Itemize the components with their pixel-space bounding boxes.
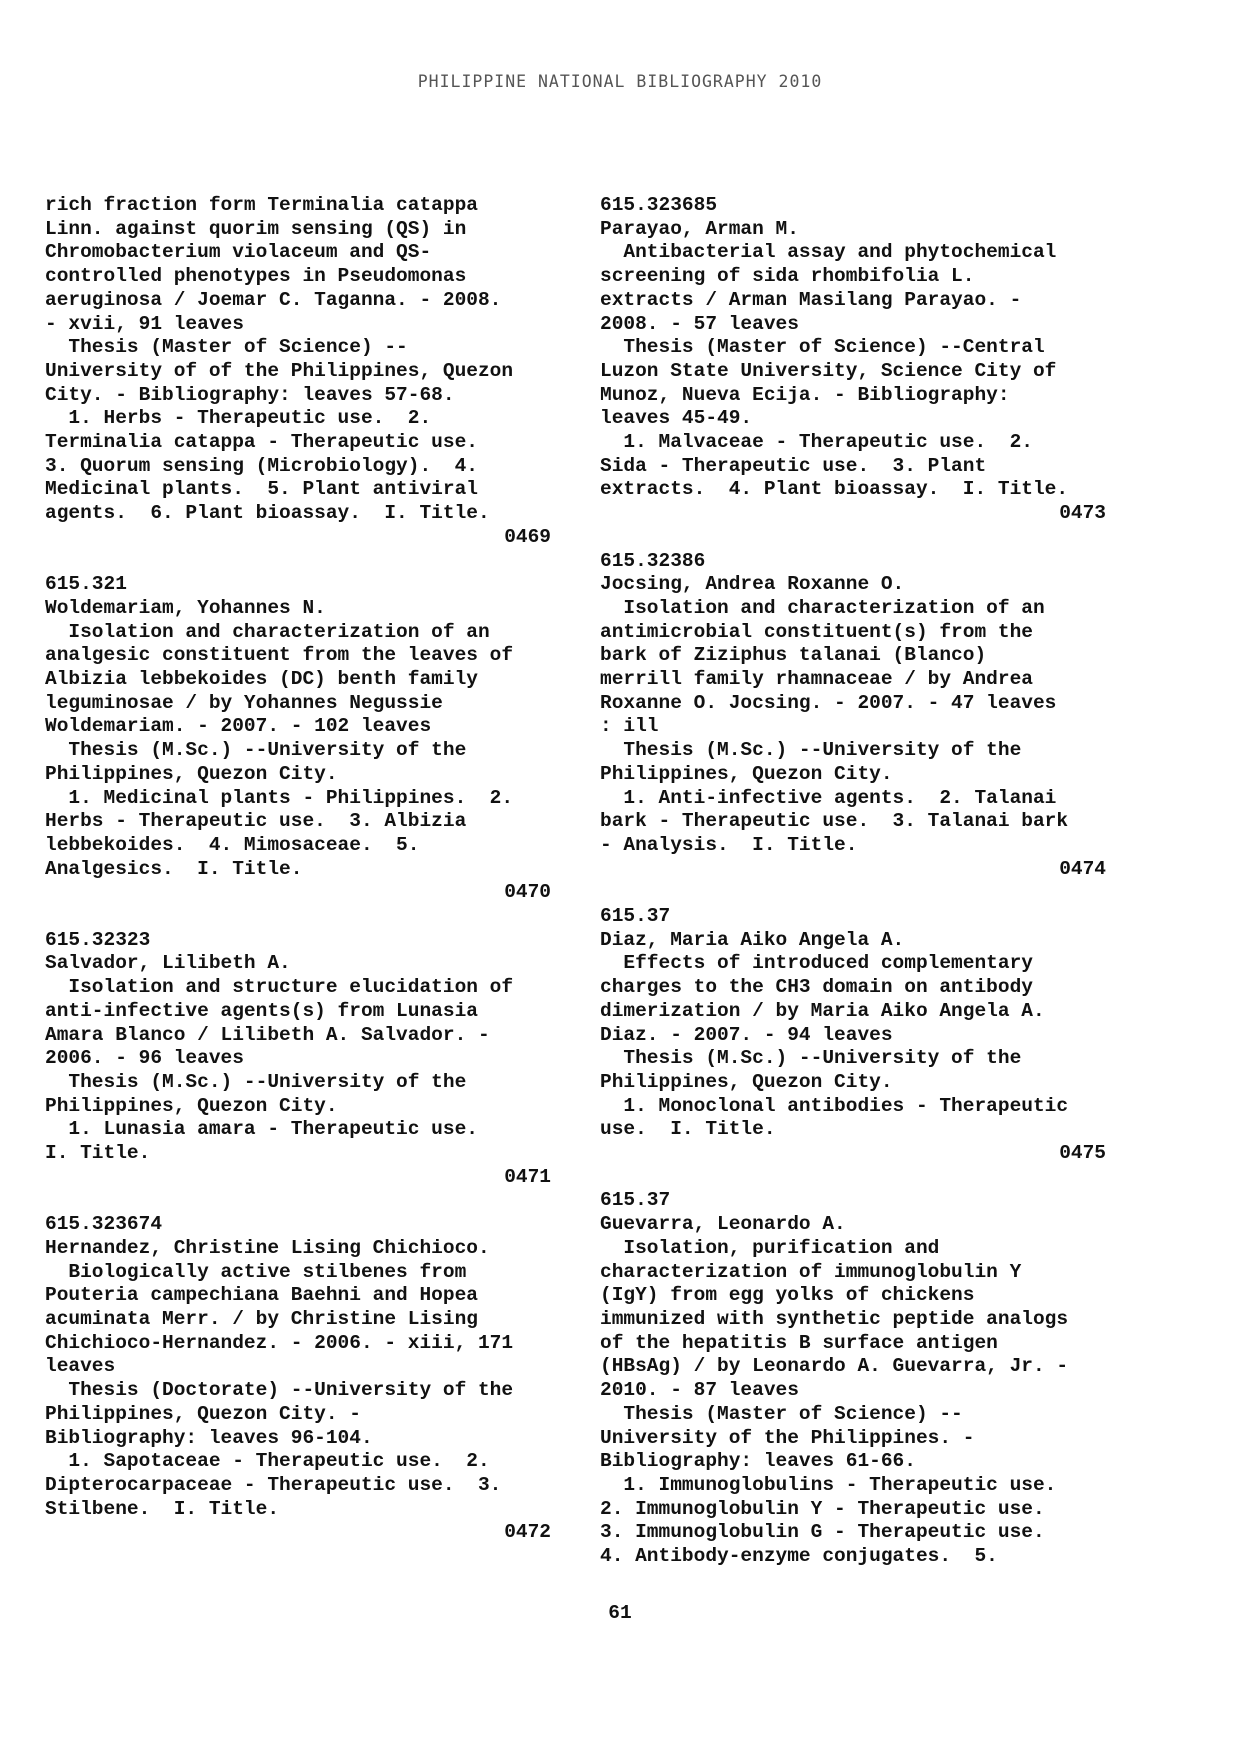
entry-line: extracts / Arman Masilang Parayao. - [600, 288, 1022, 311]
entry-line: Munoz, Nueva Ecija. - Bibliography: [600, 383, 1010, 406]
entry-line: (HBsAg) / by Leonardo A. Guevarra, Jr. - [600, 1355, 1069, 1378]
entry-line: 615.323685 [600, 194, 718, 216]
entry-line: - Analysis. I. Title. [600, 833, 858, 856]
right-column [600, 194, 1106, 1569]
entry-line: Antibacterial assay and phytochemical [600, 241, 1057, 264]
entry-line: Pouteria campechiana Baehni and Hopea [45, 1284, 478, 1307]
entry-line: Chromobacterium violaceum and QS- [45, 241, 432, 264]
entry-line: aeruginosa / Joemar C. Taganna. - 2008. [45, 288, 502, 311]
entry-line: Chichioco-Hernandez. - 2006. - xiii, 171 [45, 1331, 514, 1354]
entry-line: Parayao, Arman M. [600, 217, 799, 240]
entry-line: Thesis (Doctorate) --University of the [45, 1379, 514, 1402]
entry-line: 3. Quorum sensing (Microbiology). 4. [45, 454, 478, 477]
entry-number: 0473 [1059, 502, 1106, 525]
entry-line: Effects of introduced complementary [600, 952, 1033, 975]
entry-line: of the hepatitis B surface antigen [600, 1331, 998, 1354]
entry-line: 615.32386 [600, 549, 706, 572]
entry-line: Amara Blanco / Lilibeth A. Salvador. - [45, 1023, 490, 1046]
entry-line: Terminalia catappa - Therapeutic use. [45, 431, 478, 454]
page-header: PHILIPPINE NATIONAL BIBLIOGRAPHY 2010 [417, 72, 823, 91]
entry-line: Philippines, Quezon City. - [45, 1402, 361, 1425]
entry-line: anti-infective agents(s) from Lunasia [45, 999, 478, 1022]
entry-line: Guevarra, Leonardo A. [600, 1213, 846, 1236]
entry-line: Thesis (M.Sc.) --University of the [45, 1070, 467, 1093]
entry-line: Diaz. - 2007. - 94 leaves [600, 1023, 893, 1046]
page-number: 61 [608, 1602, 632, 1624]
entry-line: Diaz, Maria Aiko Angela A. [600, 928, 905, 951]
entry-line: Albizia lebbekoides (DC) benth family [45, 668, 478, 691]
entry-line: Bibliography: leaves 61-66. [600, 1450, 916, 1473]
entry-line: Biologically active stilbenes from [45, 1260, 467, 1283]
entry-line: merrill family rhamnaceae / by Andrea [600, 668, 1033, 691]
entry-spacer [45, 1190, 551, 1214]
entry-line: bark - Therapeutic use. 3. Talanai bark [600, 810, 1069, 833]
entry-line: 2. Immunoglobulin Y - Therapeutic use. [600, 1497, 1045, 1520]
entry-line: Thesis (Master of Science) -- [45, 336, 408, 359]
entry-line: immunized with synthetic peptide analogs [600, 1308, 1069, 1330]
entry-line: charges to the CH3 domain on antibody [600, 976, 1033, 999]
entry-line: screening of sida rhombifolia L. [600, 265, 975, 288]
entry-line: 3. Immunoglobulin G - Therapeutic use. [600, 1521, 1045, 1544]
entry-line: use. I. Title. [600, 1118, 776, 1141]
entry-number: 0474 [1059, 857, 1106, 880]
entry-line: 615.32323 [45, 928, 151, 951]
entry-line: Linn. against quorim sensing (QS) in [45, 217, 467, 240]
entry-line: agents. 6. Plant bioassay. I. Title. [45, 502, 490, 525]
entry-line: 4. Antibody-enzyme conjugates. 5. [600, 1545, 998, 1568]
entry-line: Thesis (M.Sc.) --University of the [600, 739, 1022, 762]
entry-line: 615.321 [45, 573, 127, 596]
entry-line: 615.323674 [45, 1213, 163, 1236]
entry-line: City. - Bibliography: leaves 57-68. [45, 383, 455, 406]
entry-spacer [45, 905, 551, 929]
entry-number: 0471 [504, 1165, 551, 1188]
entry-line: Philippines, Quezon City. [600, 1070, 893, 1093]
entry-line: Thesis (Master of Science) -- [600, 1402, 963, 1425]
entry-line: Thesis (M.Sc.) --University of the [600, 1047, 1022, 1070]
entry-line: 1. Malvaceae - Therapeutic use. 2. [600, 431, 1033, 454]
entry-line: Isolation and characterization of an [600, 596, 1045, 619]
entry-line: 1. Herbs - Therapeutic use. 2. [45, 407, 432, 430]
entry-line: Luzon State University, Science City of [600, 359, 1057, 382]
entry-line: 615.37 [600, 905, 671, 928]
left-column [45, 194, 551, 1545]
bibliography-entry [45, 929, 551, 1190]
entry-line: 2008. - 57 leaves [600, 312, 799, 335]
entry-line: leaves [45, 1355, 116, 1378]
entry-line: 615.37 [600, 1189, 671, 1212]
entry-line: 2006. - 96 leaves [45, 1047, 244, 1070]
entry-line: Herbs - Therapeutic use. 3. Albizia [45, 810, 467, 833]
entry-spacer [600, 526, 1106, 550]
entry-line: 1. Sapotaceae - Therapeutic use. 2. [45, 1450, 490, 1473]
entry-line: 1. Monoclonal antibodies - Therapeutic [600, 1094, 1069, 1117]
entry-line: 1. Lunasia amara - Therapeutic use. [45, 1118, 478, 1141]
entry-line: antimicrobial constituent(s) from the [600, 620, 1033, 643]
entry-line: bark of Ziziphus talanai (Blanco) [600, 644, 987, 667]
entry-line: Thesis (Master of Science) --Central [600, 336, 1045, 359]
entry-line: Thesis (M.Sc.) --University of the [45, 739, 467, 762]
entry-line: extracts. 4. Plant bioassay. I. Title. [600, 478, 1069, 501]
entry-line: Stilbene. I. Title. [45, 1497, 280, 1520]
entry-line: Jocsing, Andrea Roxanne O. [600, 573, 905, 596]
entry-line: Sida - Therapeutic use. 3. Plant [600, 454, 987, 477]
entry-spacer [600, 1166, 1106, 1190]
bibliography-entry [600, 905, 1106, 1166]
entry-line: - xvii, 91 leaves [45, 312, 244, 335]
entry-line: Isolation, purification and [600, 1236, 940, 1259]
entry-line: Dipterocarpaceae - Therapeutic use. 3. [45, 1473, 502, 1496]
entry-line: Bibliography: leaves 96-104. [45, 1426, 373, 1449]
entry-line: Roxanne O. Jocsing. - 2007. - 47 leaves [600, 691, 1057, 714]
entry-line: : ill [600, 715, 659, 738]
entry-line: controlled phenotypes in Pseudomonas [45, 265, 467, 288]
entry-line: 1. Anti-infective agents. 2. Talanai [600, 786, 1057, 809]
bibliography-entry [600, 550, 1106, 882]
entry-line: I. Title. [45, 1142, 151, 1165]
entry-line: Philippines, Quezon City. [45, 762, 338, 785]
entry-line: Medicinal plants. 5. Plant antiviral [45, 478, 478, 501]
entry-line: lebbekoides. 4. Mimosaceae. 5. [45, 833, 420, 856]
entry-line: acuminata Merr. / by Christine Lising [45, 1308, 478, 1330]
bibliography-entry [45, 573, 551, 905]
entry-line: University of of the Philippines, Quezon [45, 359, 514, 382]
entry-number: 0475 [1059, 1142, 1106, 1165]
entry-line: (IgY) from egg yolks of chickens [600, 1284, 975, 1307]
entry-line: leaves 45-49. [600, 407, 753, 430]
entry-line: analgesic constituent from the leaves of [45, 644, 514, 667]
entry-line: leguminosae / by Yohannes Negussie [45, 691, 443, 714]
entry-line: Philippines, Quezon City. [45, 1094, 338, 1117]
entry-line: 1. Immunoglobulins - Therapeutic use. [600, 1473, 1057, 1496]
entry-line: Analgesics. I. Title. [45, 857, 303, 880]
entry-number: 0472 [504, 1521, 551, 1544]
entry-line: Salvador, Lilibeth A. [45, 952, 291, 975]
entry-line: Woldemariam, Yohannes N. [45, 596, 326, 619]
entry-spacer [45, 550, 551, 574]
entry-number: 0469 [504, 525, 551, 548]
entry-line: Isolation and structure elucidation of [45, 976, 514, 999]
entry-line: Hernandez, Christine Lising Chichioco. [45, 1236, 490, 1259]
entry-line: University of the Philippines. - [600, 1426, 975, 1449]
entry-line: 2010. - 87 leaves [600, 1379, 799, 1402]
entry-line: 1. Medicinal plants - Philippines. 2. [45, 786, 514, 809]
bibliography-entry [600, 1189, 1106, 1568]
entry-line: rich fraction form Terminalia catappa [45, 194, 478, 216]
bibliography-entry [45, 194, 551, 550]
bibliography-entry [600, 194, 1106, 526]
entry-number: 0470 [504, 881, 551, 904]
entry-line: Woldemariam. - 2007. - 102 leaves [45, 715, 432, 738]
entry-line: characterization of immunoglobulin Y [600, 1260, 1022, 1283]
entry-line: dimerization / by Maria Aiko Angela A. [600, 999, 1045, 1022]
entry-line: Philippines, Quezon City. [600, 762, 893, 785]
entry-spacer [600, 881, 1106, 905]
entry-line: Isolation and characterization of an [45, 620, 490, 643]
bibliography-entry [45, 1213, 551, 1545]
